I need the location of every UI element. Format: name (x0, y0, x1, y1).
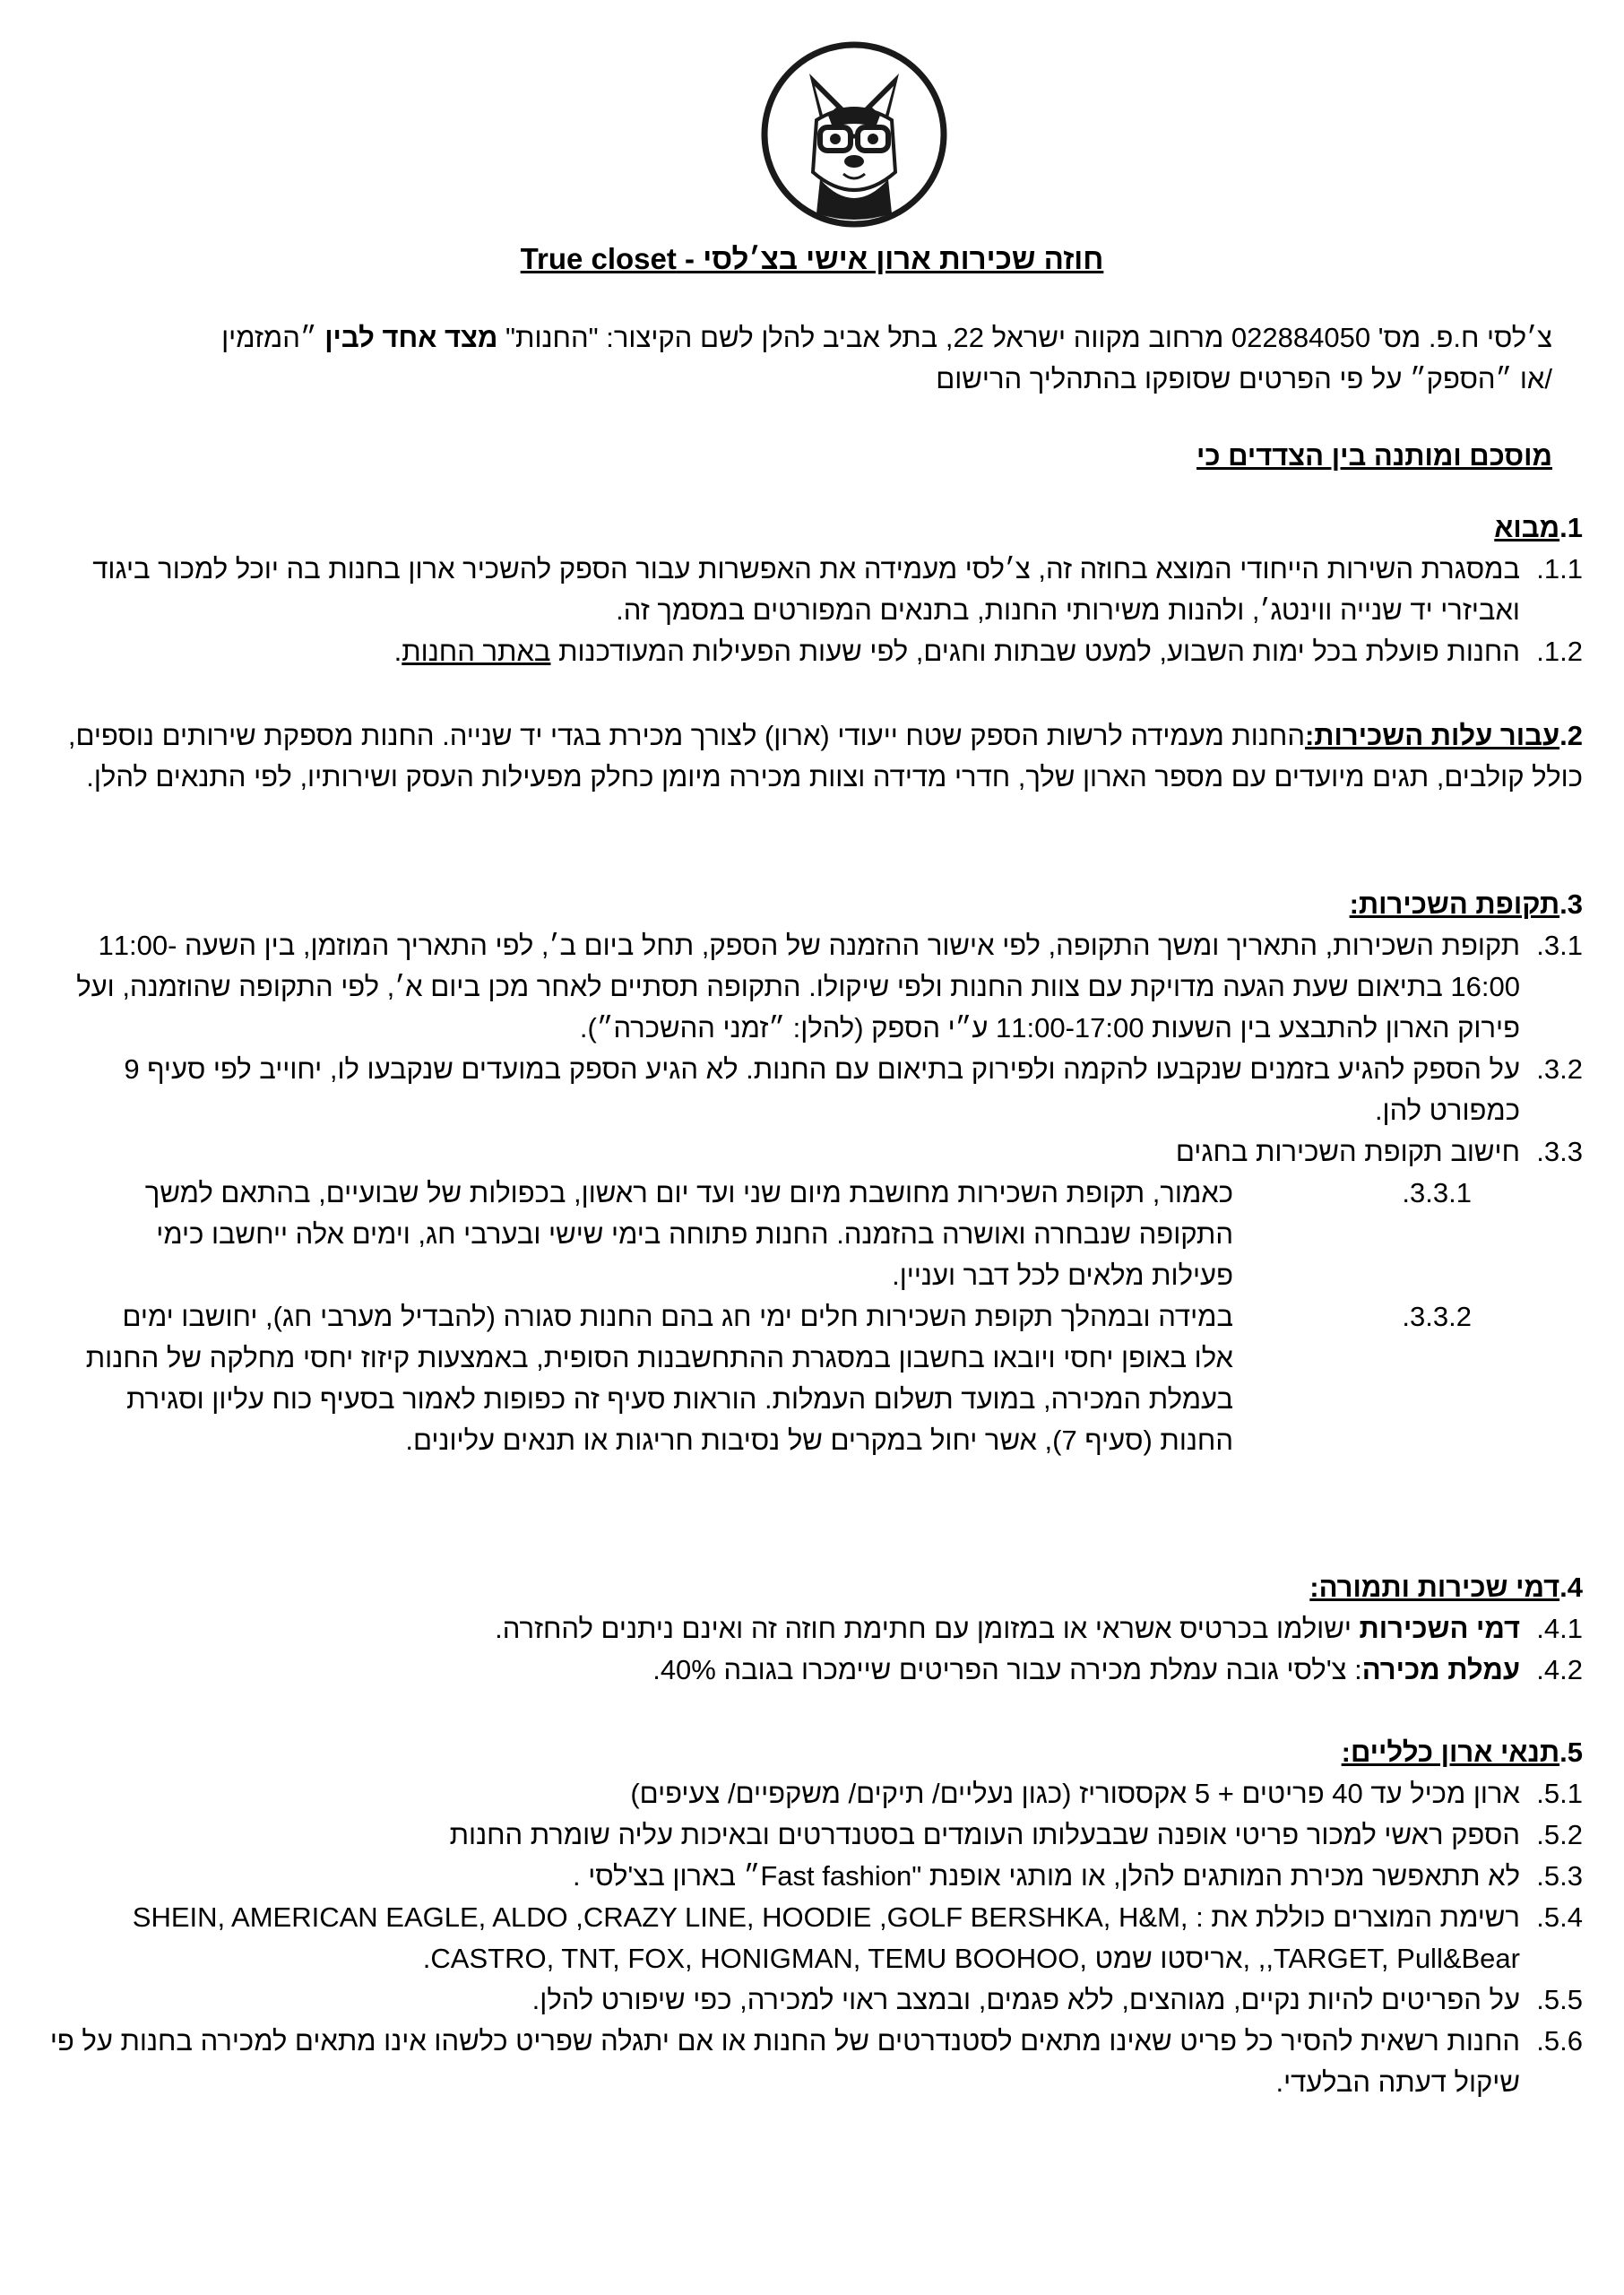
agreed-heading: מוסכם ומותנה בין הצדדים כי (1196, 440, 1552, 472)
clause-number: 3.1. (1536, 930, 1583, 961)
section-heading (32, 1567, 1583, 1608)
clause-text: במסגרת השירות הייחודי המוצא בחוזה זה, צ׳לסי מעמידה את האפשרות עבור הספק להשכיר ארון בחנות בה יוכל למכור ביגוד ואביזרי יד שנייה ווינטג׳, ולהנות משירותי החנות, בתנאים המפורטים במסמך זה. (92, 553, 1520, 626)
section-2 (32, 715, 1583, 798)
section-number: 2. (1559, 720, 1583, 751)
clause-text: החנות פועלת בכל ימות השבוע, למעט שבתות וחגים, לפי שעות הפעילות המעודכנות (550, 636, 1520, 667)
section-title: מבוא (1494, 512, 1560, 543)
section-title: דמי שכירות ותמורה: (1309, 1572, 1560, 1603)
sub-clause-text: כאמור, תקופת השכירות מחושבת מיום שני ועד יום ראשון, בכפולות של שבועיים, בהתאם למשך התקופה שנבחרה ואושרה בהזמנה. החנות פתוחה בימי שישי ובערבי חג, וימים אלה ייחשבו כימי פעילות מלאים לכל דבר ועניין. (144, 1177, 1233, 1291)
section-1 (32, 507, 1583, 672)
clause-text: החנות רשאית להסיר כל פריט שאינו מתאים לסטנדרטים של החנות או אם יתגלה שפריט כלשהו אינו מתאים למכירה בחנות על פי שיקול דעתה הבלעדי. (49, 2025, 1520, 2098)
sub-clause (32, 1296, 1583, 1461)
clause (32, 1979, 1583, 2021)
clause (32, 1856, 1583, 1897)
clause-bold-term: דמי השכירות (1359, 1613, 1520, 1644)
intro-text: צ׳לסי ח.פ. מס' 022884050 מרחוב מקווה ישראל 22, בתל אביב להלן לשם הקיצור: "החנות" (497, 322, 1552, 353)
section-heading (32, 715, 1583, 798)
clause-text: תקופת השכירות, התאריך ומשך התקופה, לפי אישור ההזמנה של הספק, תחל ביום ב׳, לפי התאריך המוזמן, בין השעה 11:00-16:00 בתיאום שעת הגעה מדויקת עם צוות החנות ולפי שיקולו. התקופה תסתיים לאחר מכן ביום א׳, לפי התקופה שהוזמנה, ועל פירוק הארון להתבצע בין השעות 11:00-17:00 ע״י הספק (להלן: ״זמני ההשכרה״). (76, 930, 1520, 1044)
section-text: החנות מעמידה לרשות הספק שטח ייעודי (ארון) לצורך מכירת בגדי יד שנייה. החנות מספקת שירותים נוספים, כולל קולבים, תגים מיועדים עם מספר הארון שלך, חדרי מדידה וצוות מכירה מיומן כחלק מפעילות העסק ושירותיו, לפי התנאים להלן. (67, 720, 1583, 792)
clause (32, 925, 1583, 1049)
logo (757, 38, 951, 231)
clause (32, 549, 1583, 631)
clause-number: 5.5. (1536, 1984, 1583, 2015)
intro-paragraph (20, 317, 1552, 400)
clause (32, 1814, 1583, 1856)
intro-line-1 (20, 317, 1552, 359)
clause (32, 1131, 1583, 1173)
section-title: תנאי ארון כלליים: (1341, 1736, 1560, 1768)
sub-clause-number: 3.3.1. (1402, 1177, 1472, 1208)
clause-bold-term: עמלת מכירה (1361, 1654, 1520, 1685)
clause-number: 1.1. (1536, 553, 1583, 585)
section-number: 5. (1559, 1736, 1583, 1768)
section-heading (32, 884, 1583, 925)
clause-number: 4.1. (1536, 1613, 1583, 1644)
clause-text: על הספק להגיע בזמנים שנקבעו להקמה ולפירוק בתיאום עם החנות. לא הגיע הספק במועדים שנקבעו לו, יחוייב לפי סעיף 9 כמפורט להן. (124, 1053, 1520, 1126)
clause-number: 3.3. (1536, 1136, 1583, 1167)
clause-text: על הפריטים להיות נקיים, מגוהצים, ללא פגמים, ובמצב ראוי למכירה, כפי שיפורט להלן. (531, 1984, 1520, 2015)
clause-number: 5.6. (1536, 2025, 1583, 2057)
section-number: 4. (1559, 1572, 1583, 1603)
section-title: עבור עלות השכירות: (1304, 720, 1560, 751)
clause (32, 1773, 1583, 1814)
french-bulldog-logo-icon (757, 38, 951, 231)
clause-text: לא תתאפשר מכירת המותגים להלן, או מותגי אופנת "Fast fashion״ בארון בצ'לסי . (573, 1860, 1520, 1892)
intro-text-end: ״המזמין (221, 322, 325, 353)
clause-number: 3.2. (1536, 1053, 1583, 1085)
clause (32, 1608, 1583, 1650)
clause-number: 4.2. (1536, 1654, 1583, 1685)
sub-clause (32, 1173, 1583, 1296)
clause-text: ארון מכיל עד 40 פריטים + 5 אקססוריז (כגון נעליים/ תיקים/ משקפיים/ צעיפים) (630, 1778, 1520, 1809)
clause (32, 1897, 1583, 1979)
clause-number: 5.2. (1536, 1819, 1583, 1850)
clause-text: הספק ראשי למכור פריטי אופנה שבבעלותו העומדים בסטנדרטים ובאיכות עליה שומרת החנות (449, 1819, 1520, 1850)
clause-text: : צ'לסי גובה עמלת מכירה עבור הפריטים שיימכרו בגובה 40%. (652, 1654, 1362, 1685)
section-4 (32, 1567, 1583, 1691)
store-website-link[interactable]: באתר החנות (402, 636, 551, 667)
clause (32, 1650, 1583, 1691)
clause-number: 1.2. (1536, 636, 1583, 667)
section-heading (32, 507, 1583, 549)
clause (32, 631, 1583, 672)
clause-text: חישוב תקופת השכירות בחגים (1175, 1136, 1520, 1167)
section-heading (32, 1732, 1583, 1773)
clause-number: 5.1. (1536, 1778, 1583, 1809)
clause-text: ישולמו בכרטיס אשראי או במזומן עם חתימת חוזה זה ואינם ניתנים להחזרה. (495, 1613, 1360, 1644)
section-number: 3. (1559, 888, 1583, 920)
section-3 (32, 884, 1583, 1461)
intro-bold-text: מצד אחד לבין (324, 322, 498, 353)
intro-line-2: /או ״הספק״ על פי הפרטים שסופקו בהתהליך הרישום (936, 363, 1552, 394)
clause-text-end: . (393, 636, 402, 667)
section-5 (32, 1732, 1583, 2103)
document-title: חוזה שכירות ארון אישי בצ׳לסי - True closet (520, 242, 1104, 275)
sub-clause-text: במידה ובמהלך תקופת השכירות חלים ימי חג בהם החנות סגורה (להבדיל מערבי חג), יחושבו ימים אלו באופן יחסי ויובאו בחשבון במסגרת ההתחשבנות הסופית, באמצעות קיזוז יחסי מחלקה של החנות בעמלת המכירה, במועד תשלום העמלות. הוראות סעיף זה כפופות לאמור בסעיף כוח עליון וסגירת החנות (סעיף 7), אשר יחול במקרים של נסיבות חריגות או תנאים עליונים. (85, 1301, 1233, 1456)
clause-number: 5.4. (1536, 1901, 1583, 1933)
clause (32, 2021, 1583, 2103)
clause (32, 1049, 1583, 1131)
sub-clause-number: 3.3.2. (1402, 1301, 1472, 1332)
section-title: תקופת השכירות: (1349, 888, 1560, 920)
clause-number: 5.3. (1536, 1860, 1583, 1892)
clause-text: רשימת המוצרים כוללת את : ,SHEIN, AMERICAN EAGLE, ALDO ,CRAZY LINE, HOODIE ,GOLF BERSHKA, H&M ,TARGET, Pull&Bear, ,אריסטו שמט ,CASTRO, TNT, FOX, HONIGMAN, TEMU BOOHOO. (132, 1901, 1520, 1974)
section-number: 1. (1559, 512, 1583, 543)
